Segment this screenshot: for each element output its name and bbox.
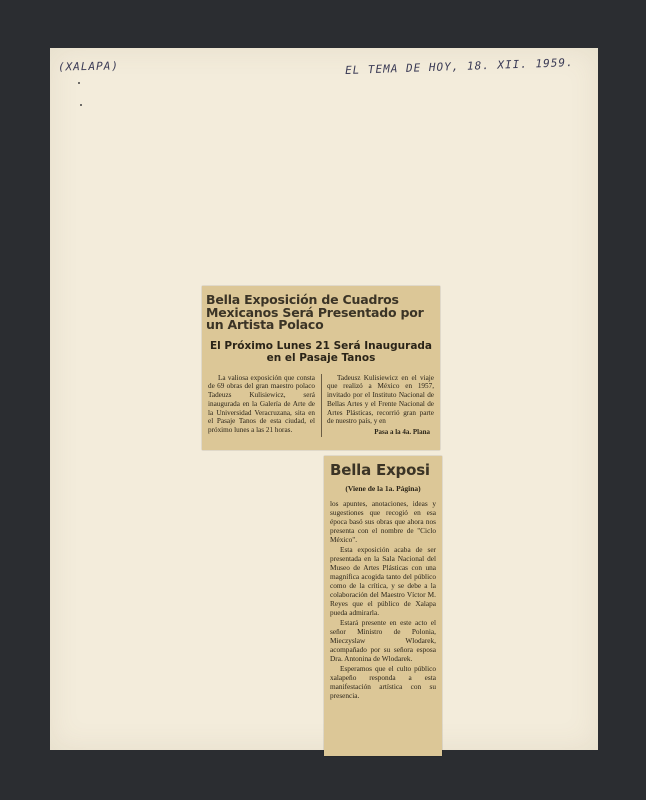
article-paragraph: La valiosa exposición que consta de 69 obras del gran maestro polaco Tadeuzs Kulisiewicz, será inaugurada en la Galería de Arte de la Universidad Veracruzana, sita en el Pasaje Tanos de esta ciudad, el próximo lunes a las 21 horas.	[208, 373, 315, 435]
clipping-headline: Bella Exposición de Cuadros Mexicanos Será Presentado por un Artista Polaco	[206, 292, 424, 332]
article-paragraph: Esta exposición acaba de ser presentada en la Sala Nacional del Museo de Artes Plásticas con una magnífica acogida tanto del público como de la crítica, y se debe a la colaboración del Maestro Víctor M. Reyes que el público de Xalapa pueda admirarla.	[330, 545, 436, 617]
continuation-headline: Bella Exposi	[330, 461, 430, 479]
handwritten-source-date-note: EL TEMA DE HOY, 18. XII. 1959.	[344, 56, 574, 77]
article-paragraph: Estará presente en este acto el señor Ministro de Polonia, Mieczyslaw Wlodarek, acompañado por su señora esposa Dra. Antonina de Wlodarek.	[330, 618, 436, 663]
continued-from-note: (Viene de la 1a. Página)	[345, 484, 421, 493]
newspaper-clipping-main	[202, 286, 440, 450]
ink-dot	[80, 104, 82, 106]
article-column-2	[321, 374, 434, 438]
newspaper-clipping-continuation	[324, 456, 442, 756]
article-column-1	[208, 374, 315, 438]
article-columns	[202, 368, 440, 438]
article-paragraph: Esperamos que el culto público xalapeño responda a esta manifestación artística con su presencia.	[330, 664, 436, 700]
ink-dot	[78, 82, 80, 84]
continuation-body	[324, 497, 442, 703]
scrapbook-page	[50, 48, 598, 750]
handwritten-location-note: (XALAPA)	[57, 59, 120, 74]
article-paragraph: Tadeusz Kulisiewicz en el viaje que realizó a México en 1957, invitado por el Instituto Nacional de Bellas Artes y el Frente Nacional de Artes Plásticas, recorrió gran parte de nuestro país, y en	[327, 373, 434, 426]
clipping-subheadline: El Próximo Lunes 21 Será Inaugurada en el Pasaje Tanos	[209, 339, 433, 364]
continued-on-note: Pasa a la 4a. Plana	[374, 428, 430, 437]
article-paragraph: los apuntes, anotaciones, ideas y sugestiones que recogió en esa época basó sus obras que ahora nos presenta con el nombre de "Ciclo México".	[330, 499, 436, 544]
